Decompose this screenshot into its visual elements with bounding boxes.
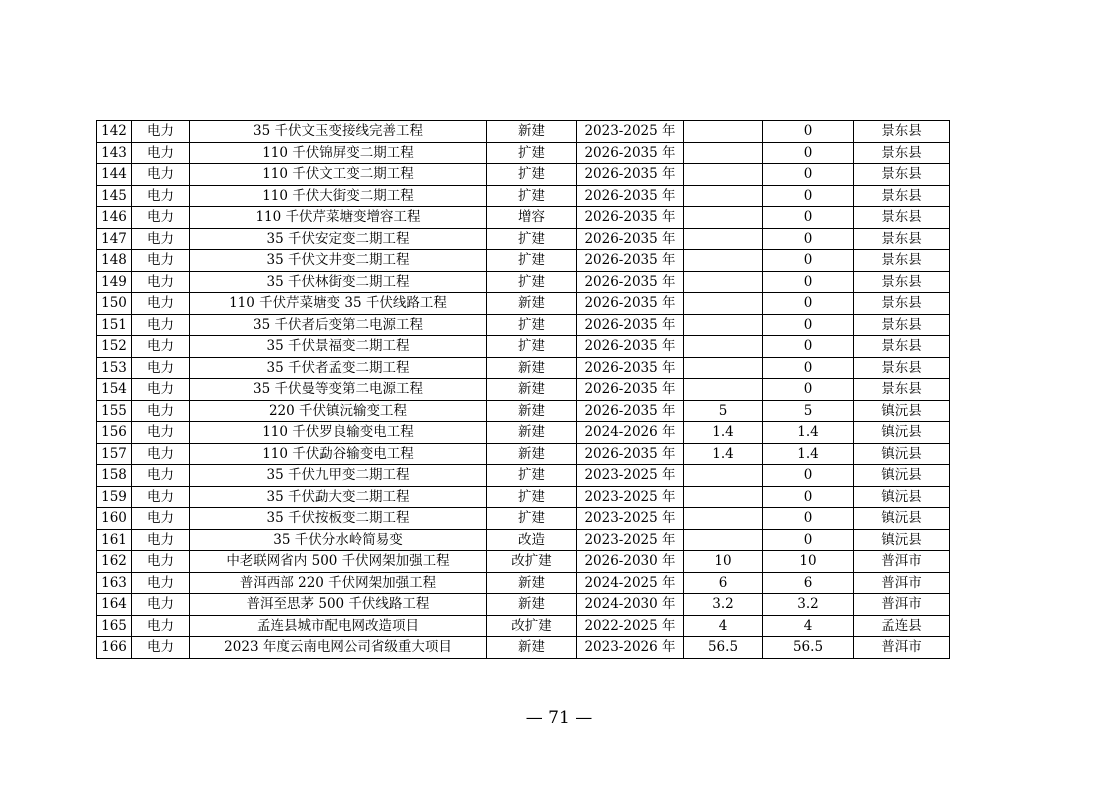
cell-county: 景东县 [854, 271, 950, 293]
cell-value-a [684, 293, 763, 315]
cell-project-name: 35 千伏者孟变二期工程 [190, 357, 487, 379]
cell-project-name: 孟连县城市配电网改造项目 [190, 615, 487, 637]
cell-project-name: 110 千伏文工变二期工程 [190, 164, 487, 186]
cell-build-type: 扩建 [487, 164, 577, 186]
cell-county: 景东县 [854, 314, 950, 336]
cell-value-a [684, 185, 763, 207]
cell-period: 2023-2025 年 [577, 486, 684, 508]
cell-period: 2023-2025 年 [577, 508, 684, 530]
cell-row-index: 154 [97, 379, 132, 401]
cell-period: 2026-2035 年 [577, 293, 684, 315]
cell-value-b: 0 [763, 293, 854, 315]
table-body [97, 121, 950, 659]
cell-project-name: 35 千伏林街变二期工程 [190, 271, 487, 293]
cell-project-name: 35 千伏文井变二期工程 [190, 250, 487, 272]
cell-period: 2026-2035 年 [577, 207, 684, 229]
cell-value-b: 0 [763, 250, 854, 272]
table-row [97, 637, 950, 659]
cell-period: 2026-2035 年 [577, 164, 684, 186]
cell-value-b: 1.4 [763, 422, 854, 444]
cell-project-name: 35 千伏分水岭简易变 [190, 529, 487, 551]
cell-row-index: 153 [97, 357, 132, 379]
cell-project-name: 35 千伏景福变二期工程 [190, 336, 487, 358]
cell-period: 2026-2035 年 [577, 271, 684, 293]
cell-period: 2026-2035 年 [577, 142, 684, 164]
cell-value-b: 0 [763, 228, 854, 250]
cell-value-b: 0 [763, 185, 854, 207]
cell-value-a: 1.4 [684, 422, 763, 444]
cell-row-index: 149 [97, 271, 132, 293]
cell-row-index: 142 [97, 121, 132, 143]
cell-category: 电力 [132, 314, 190, 336]
cell-build-type: 扩建 [487, 250, 577, 272]
cell-value-a [684, 465, 763, 487]
cell-project-name: 35 千伏者后变第二电源工程 [190, 314, 487, 336]
cell-category: 电力 [132, 465, 190, 487]
cell-build-type: 新建 [487, 422, 577, 444]
cell-county: 普洱市 [854, 637, 950, 659]
table-row [97, 164, 950, 186]
cell-build-type: 新建 [487, 572, 577, 594]
cell-value-a: 3.2 [684, 594, 763, 616]
table-row [97, 314, 950, 336]
cell-project-name: 中老联网省内 500 千伏网架加强工程 [190, 551, 487, 573]
cell-project-name: 220 千伏镇沅输变工程 [190, 400, 487, 422]
cell-build-type: 扩建 [487, 228, 577, 250]
cell-value-a [684, 250, 763, 272]
page-number: — 71 — [525, 708, 593, 728]
cell-value-b: 3.2 [763, 594, 854, 616]
cell-value-a [684, 486, 763, 508]
cell-build-type: 新建 [487, 594, 577, 616]
cell-category: 电力 [132, 508, 190, 530]
table-row [97, 121, 950, 143]
table-row [97, 207, 950, 229]
cell-value-b: 0 [763, 164, 854, 186]
cell-value-a [684, 357, 763, 379]
cell-row-index: 151 [97, 314, 132, 336]
table-row [97, 379, 950, 401]
cell-row-index: 161 [97, 529, 132, 551]
cell-period: 2026-2035 年 [577, 400, 684, 422]
cell-category: 电力 [132, 615, 190, 637]
cell-row-index: 164 [97, 594, 132, 616]
cell-county: 镇沅县 [854, 508, 950, 530]
cell-build-type: 新建 [487, 379, 577, 401]
cell-project-name: 2023 年度云南电网公司省级重大项目 [190, 637, 487, 659]
cell-build-type: 新建 [487, 400, 577, 422]
cell-build-type: 增容 [487, 207, 577, 229]
cell-row-index: 163 [97, 572, 132, 594]
cell-value-a: 10 [684, 551, 763, 573]
cell-county: 镇沅县 [854, 443, 950, 465]
cell-build-type: 新建 [487, 357, 577, 379]
cell-build-type: 新建 [487, 121, 577, 143]
cell-period: 2023-2026 年 [577, 637, 684, 659]
cell-county: 景东县 [854, 357, 950, 379]
cell-build-type: 扩建 [487, 271, 577, 293]
cell-value-a: 5 [684, 400, 763, 422]
cell-value-b: 0 [763, 142, 854, 164]
table-row [97, 615, 950, 637]
cell-category: 电力 [132, 486, 190, 508]
cell-row-index: 157 [97, 443, 132, 465]
cell-category: 电力 [132, 164, 190, 186]
cell-value-b: 0 [763, 357, 854, 379]
cell-build-type: 扩建 [487, 486, 577, 508]
cell-category: 电力 [132, 228, 190, 250]
cell-county: 景东县 [854, 121, 950, 143]
cell-row-index: 152 [97, 336, 132, 358]
cell-county: 镇沅县 [854, 465, 950, 487]
cell-row-index: 160 [97, 508, 132, 530]
cell-value-b: 0 [763, 121, 854, 143]
cell-project-name: 35 千伏文玉变接线完善工程 [190, 121, 487, 143]
cell-category: 电力 [132, 400, 190, 422]
cell-period: 2026-2035 年 [577, 314, 684, 336]
cell-row-index: 162 [97, 551, 132, 573]
cell-value-b: 1.4 [763, 443, 854, 465]
cell-row-index: 165 [97, 615, 132, 637]
cell-row-index: 143 [97, 142, 132, 164]
cell-value-b: 10 [763, 551, 854, 573]
cell-period: 2026-2035 年 [577, 443, 684, 465]
cell-category: 电力 [132, 443, 190, 465]
cell-value-a [684, 121, 763, 143]
table-row [97, 443, 950, 465]
cell-value-b: 0 [763, 336, 854, 358]
cell-row-index: 150 [97, 293, 132, 315]
cell-value-b: 0 [763, 465, 854, 487]
cell-project-name: 普洱至思茅 500 千伏线路工程 [190, 594, 487, 616]
cell-value-b: 0 [763, 529, 854, 551]
cell-value-a [684, 379, 763, 401]
cell-period: 2026-2035 年 [577, 250, 684, 272]
table-row [97, 228, 950, 250]
cell-value-a [684, 207, 763, 229]
cell-county: 普洱市 [854, 551, 950, 573]
table-row [97, 465, 950, 487]
cell-value-b: 0 [763, 486, 854, 508]
cell-build-type: 改扩建 [487, 551, 577, 573]
cell-value-b: 0 [763, 207, 854, 229]
cell-value-a [684, 271, 763, 293]
cell-value-a [684, 508, 763, 530]
table-row [97, 293, 950, 315]
cell-value-b: 0 [763, 271, 854, 293]
cell-project-name: 35 千伏勐大变二期工程 [190, 486, 487, 508]
cell-period: 2026-2035 年 [577, 357, 684, 379]
cell-county: 景东县 [854, 250, 950, 272]
cell-build-type: 扩建 [487, 336, 577, 358]
cell-category: 电力 [132, 293, 190, 315]
table-row [97, 271, 950, 293]
cell-period: 2026-2035 年 [577, 379, 684, 401]
cell-county: 镇沅县 [854, 529, 950, 551]
cell-value-a [684, 336, 763, 358]
cell-period: 2023-2025 年 [577, 529, 684, 551]
cell-category: 电力 [132, 594, 190, 616]
cell-row-index: 144 [97, 164, 132, 186]
cell-county: 景东县 [854, 379, 950, 401]
cell-value-a: 6 [684, 572, 763, 594]
cell-project-name: 110 千伏芹菜塘变增容工程 [190, 207, 487, 229]
cell-project-name: 110 千伏大街变二期工程 [190, 185, 487, 207]
cell-project-name: 35 千伏九甲变二期工程 [190, 465, 487, 487]
cell-project-name: 普洱西部 220 千伏网架加强工程 [190, 572, 487, 594]
cell-build-type: 新建 [487, 637, 577, 659]
table-row [97, 551, 950, 573]
cell-period: 2024-2030 年 [577, 594, 684, 616]
cell-county: 镇沅县 [854, 422, 950, 444]
cell-row-index: 159 [97, 486, 132, 508]
cell-value-a [684, 314, 763, 336]
cell-county: 景东县 [854, 336, 950, 358]
cell-category: 电力 [132, 529, 190, 551]
cell-build-type: 扩建 [487, 142, 577, 164]
cell-build-type: 新建 [487, 293, 577, 315]
cell-value-b: 6 [763, 572, 854, 594]
cell-category: 电力 [132, 121, 190, 143]
cell-category: 电力 [132, 379, 190, 401]
cell-category: 电力 [132, 572, 190, 594]
cell-category: 电力 [132, 185, 190, 207]
cell-value-a: 4 [684, 615, 763, 637]
table-row [97, 529, 950, 551]
cell-row-index: 156 [97, 422, 132, 444]
cell-county: 景东县 [854, 228, 950, 250]
cell-value-b: 0 [763, 508, 854, 530]
cell-value-a: 1.4 [684, 443, 763, 465]
cell-build-type: 扩建 [487, 314, 577, 336]
cell-row-index: 148 [97, 250, 132, 272]
cell-build-type: 改造 [487, 529, 577, 551]
cell-category: 电力 [132, 357, 190, 379]
cell-build-type: 新建 [487, 443, 577, 465]
cell-value-a [684, 164, 763, 186]
cell-period: 2023-2025 年 [577, 121, 684, 143]
cell-value-a: 56.5 [684, 637, 763, 659]
cell-value-b: 0 [763, 314, 854, 336]
cell-county: 景东县 [854, 164, 950, 186]
cell-build-type: 改扩建 [487, 615, 577, 637]
cell-value-a [684, 228, 763, 250]
cell-value-b: 0 [763, 379, 854, 401]
cell-project-name: 110 千伏芹菜塘变 35 千伏线路工程 [190, 293, 487, 315]
cell-row-index: 146 [97, 207, 132, 229]
cell-period: 2023-2025 年 [577, 465, 684, 487]
cell-period: 2024-2026 年 [577, 422, 684, 444]
cell-build-type: 扩建 [487, 465, 577, 487]
cell-category: 电力 [132, 422, 190, 444]
table-row [97, 250, 950, 272]
cell-county: 镇沅县 [854, 400, 950, 422]
cell-county: 普洱市 [854, 572, 950, 594]
table-row [97, 422, 950, 444]
cell-county: 孟连县 [854, 615, 950, 637]
cell-value-b: 4 [763, 615, 854, 637]
table-row [97, 572, 950, 594]
table-row [97, 142, 950, 164]
table-row [97, 400, 950, 422]
cell-county: 镇沅县 [854, 486, 950, 508]
table-row [97, 185, 950, 207]
cell-row-index: 158 [97, 465, 132, 487]
cell-value-a [684, 529, 763, 551]
cell-period: 2026-2035 年 [577, 336, 684, 358]
cell-county: 景东县 [854, 185, 950, 207]
cell-project-name: 110 千伏罗良输变电工程 [190, 422, 487, 444]
cell-category: 电力 [132, 551, 190, 573]
cell-category: 电力 [132, 336, 190, 358]
cell-value-b: 56.5 [763, 637, 854, 659]
table-row [97, 594, 950, 616]
cell-category: 电力 [132, 142, 190, 164]
cell-row-index: 145 [97, 185, 132, 207]
cell-category: 电力 [132, 637, 190, 659]
table-row [97, 486, 950, 508]
cell-build-type: 扩建 [487, 508, 577, 530]
cell-period: 2026-2030 年 [577, 551, 684, 573]
cell-county: 普洱市 [854, 594, 950, 616]
cell-county: 景东县 [854, 142, 950, 164]
cell-value-b: 5 [763, 400, 854, 422]
cell-project-name: 110 千伏勐谷输变电工程 [190, 443, 487, 465]
cell-period: 2022-2025 年 [577, 615, 684, 637]
cell-category: 电力 [132, 207, 190, 229]
cell-row-index: 155 [97, 400, 132, 422]
cell-period: 2026-2035 年 [577, 185, 684, 207]
table-row [97, 336, 950, 358]
table-row [97, 357, 950, 379]
cell-project-name: 35 千伏安定变二期工程 [190, 228, 487, 250]
cell-category: 电力 [132, 250, 190, 272]
cell-value-a [684, 142, 763, 164]
cell-period: 2024-2025 年 [577, 572, 684, 594]
cell-project-name: 35 千伏按板变二期工程 [190, 508, 487, 530]
cell-period: 2026-2035 年 [577, 228, 684, 250]
cell-row-index: 147 [97, 228, 132, 250]
cell-row-index: 166 [97, 637, 132, 659]
cell-county: 景东县 [854, 293, 950, 315]
project-table [96, 120, 950, 659]
cell-build-type: 扩建 [487, 185, 577, 207]
cell-project-name: 110 千伏锦屏变二期工程 [190, 142, 487, 164]
cell-county: 景东县 [854, 207, 950, 229]
cell-category: 电力 [132, 271, 190, 293]
table-row [97, 508, 950, 530]
cell-project-name: 35 千伏曼等变第二电源工程 [190, 379, 487, 401]
